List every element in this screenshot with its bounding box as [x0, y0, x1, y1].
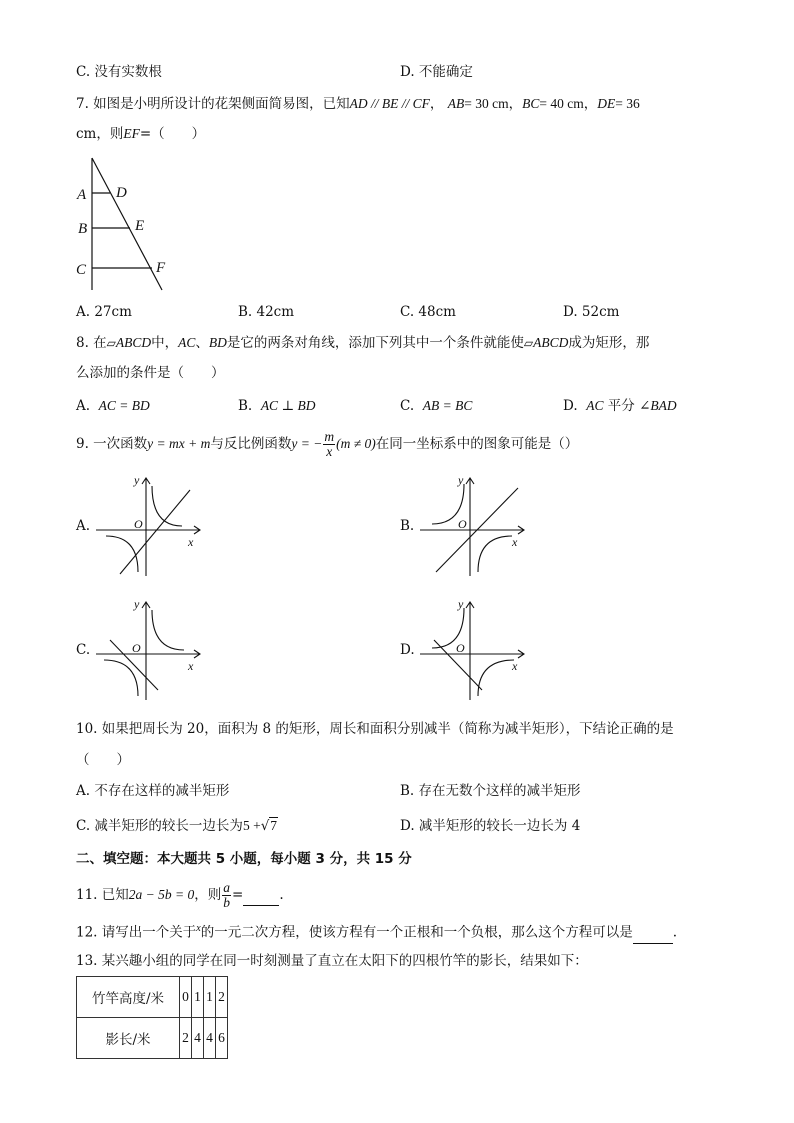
table-row	[77, 977, 228, 1018]
q9-stem: 9. 一次函数y = mx + m与反比例函数y = − $\frac{m}{x}$ (m ≠ 0)在同一坐标系中的图象可能是（）	[76, 429, 579, 459]
q8-stem-line2: 么添加的条件是（ ）	[76, 365, 225, 381]
parallelogram-symbol: ▱	[106, 336, 116, 350]
svg-text:x: x	[188, 659, 194, 673]
svg-text:x: x	[512, 535, 518, 549]
q10-option-b: B. 存在无数个这样的减半矩形	[400, 783, 581, 799]
q8-option-b: B. AC ⊥ BD	[238, 398, 316, 414]
table-cell: 0	[180, 977, 192, 1018]
table-cell: 1	[204, 977, 216, 1018]
table-cell: 2	[180, 1018, 192, 1059]
q7-stem-line2: cm，则EF=（ ）	[76, 126, 206, 142]
q7-label-b: B	[78, 221, 88, 237]
q7-label-c: C	[76, 262, 87, 278]
q10-stem-line1: 10. 如果把周长为 20，面积为 8 的矩形，周长和面积分别减半（简称为减半矩形），下结论正确的是	[76, 721, 674, 737]
svg-text:y: y	[134, 473, 140, 487]
q6-option-c: C. 没有实数根	[76, 64, 162, 80]
q13-stem: 13. 某兴趣小组的同学在同一时刻测量了直立在太阳下的四根竹竿的影长，结果如下：	[76, 953, 588, 969]
q7-figure-flower-stand	[70, 150, 180, 295]
svg-text:O: O	[134, 517, 143, 531]
q9-label-c: C.	[76, 642, 91, 658]
table-row	[77, 1018, 228, 1059]
q10-option-c: C. 减半矩形的较长一边长为5 +√7	[76, 818, 278, 834]
q9-graph-b	[416, 472, 531, 582]
q9-graph-a	[92, 472, 207, 582]
svg-text:y: y	[458, 597, 464, 611]
q9-fraction: $\frac{m}{x}$	[324, 429, 335, 459]
q9-graph-d	[416, 596, 531, 706]
q7-option-d: D. 52cm	[563, 304, 620, 320]
q7-label-e: E	[135, 218, 145, 234]
q9-label-a: A.	[76, 518, 91, 534]
q11-answer-blank[interactable]	[243, 885, 279, 906]
q8-option-c: C. AB = BC	[400, 398, 473, 414]
q7-option-b: B. 42cm	[238, 304, 295, 320]
svg-text:x: x	[512, 659, 518, 673]
q11-fraction: $\frac{a}{b}$	[223, 880, 230, 910]
svg-text:O: O	[132, 641, 141, 655]
q10-option-a: A. 不存在这样的减半矩形	[76, 783, 230, 799]
svg-text:y: y	[134, 597, 140, 611]
q9-label-b: B.	[400, 518, 415, 534]
q8-stem-line1: 8. 在▱ABCD中，AC、BD是它的两条对角线，添加下列其中一个条件就能使▱ABCD成为矩形，那	[76, 335, 650, 351]
q7-label-a: A	[77, 187, 87, 203]
q10-stem-line2: （ ）	[76, 752, 130, 768]
q8-option-a: A. AC = BD	[76, 398, 150, 414]
svg-text:O: O	[456, 641, 465, 655]
svg-text:y: y	[458, 473, 464, 487]
q12-answer-blank[interactable]	[633, 923, 673, 944]
q7-label-f: F	[156, 260, 166, 276]
table-cell: 6	[216, 1018, 228, 1059]
table-header-pole-height: 竹竿高度/米	[77, 977, 180, 1018]
table-cell: 4	[192, 1018, 204, 1059]
q7-parallel-expr: AD // BE // CF	[349, 96, 430, 111]
q7-option-a: A. 27cm	[76, 304, 132, 320]
q9-label-d: D.	[400, 642, 415, 658]
table-cell: 4	[204, 1018, 216, 1059]
q8-option-d: D. AC 平分 ∠BAD	[563, 398, 677, 414]
q11-stem: 11. 已知2a − 5b = 0，则 $\frac{a}{b}$ = .	[76, 880, 284, 910]
q7-label-d: D	[116, 185, 127, 201]
q12-stem: 12. 请写出一个关于$^x$的一元二次方程，使该方程有一个正根和一个负根，那么这个方程可以是 .	[76, 919, 677, 944]
q10-option-d: D. 减半矩形的较长一边长为 4	[400, 818, 581, 834]
svg-text:O: O	[458, 517, 467, 531]
parallelogram-symbol: ▱	[523, 336, 534, 350]
table-header-shadow-length: 影长/米	[77, 1018, 180, 1059]
section-heading-fill-in: 二、填空题：本大题共 5 小题，每小题 3 分，共 15 分	[76, 851, 412, 867]
q6-option-d: D. 不能确定	[400, 64, 473, 80]
table-cell: 1	[192, 977, 204, 1018]
svg-text:x: x	[188, 535, 194, 549]
q7-stem-line1: 7. 如图是小明所设计的花架侧面简易图，已知AD // BE // CF， AB= 30 cm，BC= 40 cm，DE= 36	[76, 96, 640, 112]
q7-option-c: C. 48cm	[400, 304, 456, 320]
q9-graph-c	[92, 596, 207, 706]
q13-data-table	[76, 976, 228, 1059]
sqrt-icon: √	[260, 818, 270, 834]
table-cell: 2	[216, 977, 228, 1018]
